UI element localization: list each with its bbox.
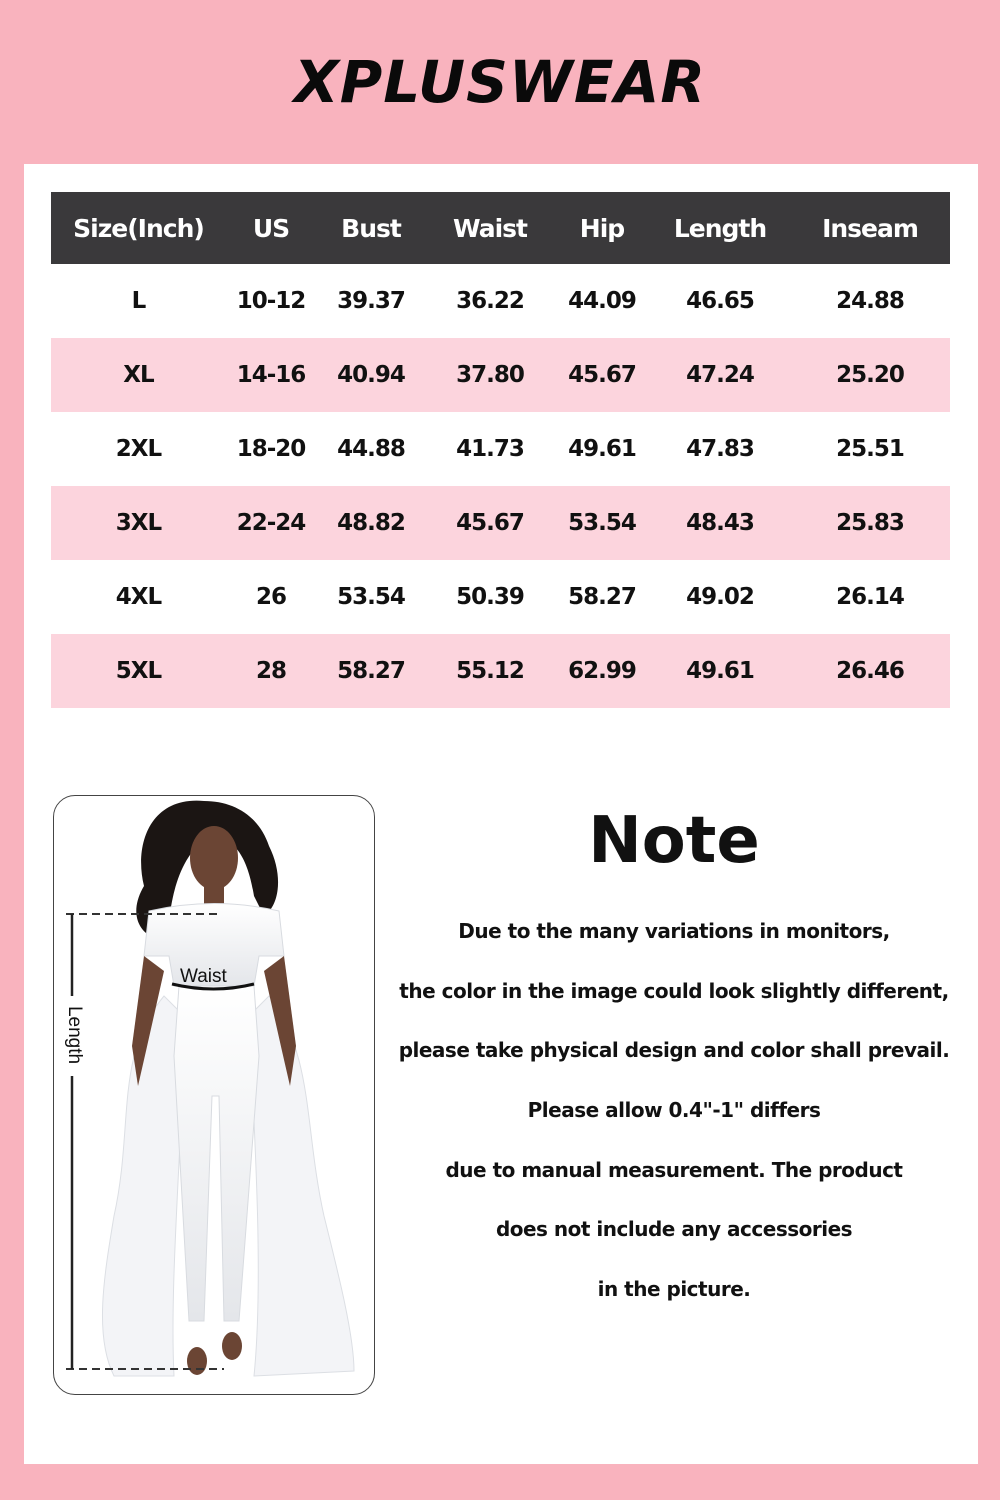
cell-bust: 48.82 [337, 510, 405, 536]
cell-us: 28 [255, 658, 286, 684]
cell-length: 48.43 [686, 510, 754, 536]
cell-size: 5XL [115, 658, 162, 684]
table-row [51, 634, 950, 708]
table-row [51, 412, 950, 486]
cell-bust: 58.27 [337, 658, 405, 684]
cell-inseam: 26.14 [836, 584, 904, 610]
note-line: please take physical design and color shall prevail. [398, 1038, 950, 1063]
header-size: Size(Inch) [73, 213, 204, 243]
header-length: Length [673, 213, 767, 243]
cell-length: 47.24 [686, 362, 754, 388]
cell-inseam: 26.46 [836, 658, 904, 684]
cell-size: 4XL [115, 584, 162, 610]
table-row [51, 264, 950, 338]
cell-size: XL [123, 362, 154, 388]
cell-waist: 36.22 [456, 288, 524, 314]
header-bust: Bust [341, 213, 401, 243]
note-line: Please allow 0.4"-1" differs [527, 1098, 821, 1123]
cell-size: 2XL [115, 436, 162, 462]
note-title: Note [588, 804, 760, 878]
cell-inseam: 24.88 [836, 288, 904, 314]
cell-inseam: 25.51 [836, 436, 904, 462]
table-row [51, 338, 950, 412]
cell-waist: 37.80 [456, 362, 524, 388]
note-line: the color in the image could look slightly different, [399, 978, 949, 1003]
note-line: due to manual measurement. The product [445, 1157, 903, 1182]
cell-hip: 49.61 [568, 436, 636, 462]
size-chart-card [24, 164, 978, 1464]
cell-hip: 62.99 [568, 658, 636, 684]
cell-size: L [131, 288, 146, 314]
table-row [51, 486, 950, 560]
length-label: Length [64, 1005, 85, 1065]
cell-hip: 44.09 [568, 288, 636, 314]
header-hip: Hip [579, 213, 625, 243]
cell-us: 22-24 [236, 510, 306, 536]
cell-us: 14-16 [236, 362, 306, 388]
cell-waist: 50.39 [456, 584, 524, 610]
header-inseam: Inseam [822, 213, 918, 243]
size-table [51, 192, 950, 708]
cell-waist: 45.67 [456, 510, 524, 536]
table-row [51, 560, 950, 634]
header-waist: Waist [453, 213, 527, 243]
cell-hip: 53.54 [568, 510, 636, 536]
cell-length: 49.61 [686, 658, 754, 684]
header-us: US [252, 213, 290, 243]
table-header-row [51, 192, 950, 264]
cell-inseam: 25.20 [836, 362, 904, 388]
note-line: Due to the many variations in monitors, [458, 919, 890, 943]
cell-hip: 58.27 [568, 584, 636, 610]
cell-inseam: 25.83 [836, 510, 904, 536]
cell-waist: 41.73 [456, 436, 524, 462]
waist-label: Waist [180, 966, 227, 987]
brand-logo: XPLUSWEAR [293, 48, 707, 116]
note-line: in the picture. [597, 1277, 751, 1302]
cell-bust: 44.88 [337, 436, 405, 462]
cell-hip: 45.67 [568, 362, 636, 388]
cell-us: 18-20 [236, 436, 306, 462]
cell-us: 26 [255, 584, 286, 610]
cell-bust: 39.37 [337, 288, 405, 314]
cell-length: 46.65 [686, 288, 754, 314]
cell-length: 47.83 [686, 436, 754, 462]
cell-size: 3XL [115, 510, 162, 536]
note-line: does not include any accessories [495, 1217, 853, 1242]
note-text [394, 916, 954, 1334]
model-figure-illustration [54, 796, 374, 1394]
cell-bust: 53.54 [337, 584, 405, 610]
cell-waist: 55.12 [456, 658, 524, 684]
cell-length: 49.02 [686, 584, 754, 610]
cell-bust: 40.94 [337, 362, 405, 388]
model-measurement-diagram [53, 795, 375, 1395]
cell-us: 10-12 [236, 288, 306, 314]
